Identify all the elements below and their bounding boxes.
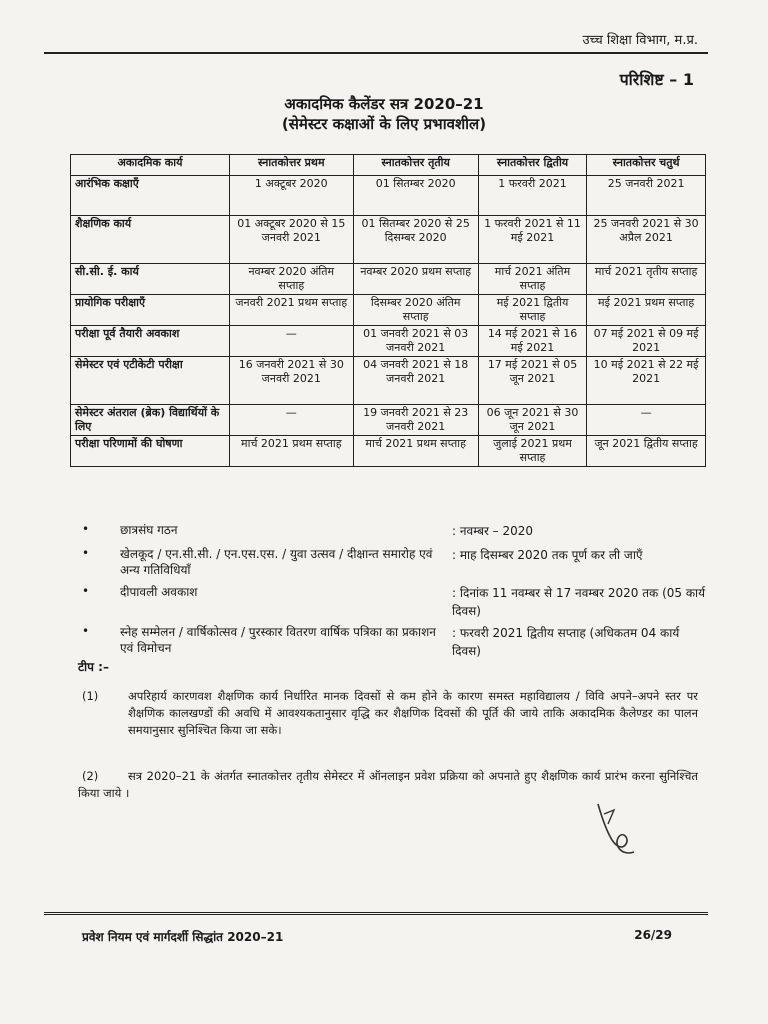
table-cell: 25 जनवरी 2021 से 30 अप्रैल 2021 bbox=[587, 216, 706, 264]
signature-icon bbox=[592, 800, 640, 860]
table-cell: 25 जनवरी 2021 bbox=[587, 176, 706, 216]
table-cell: 1 अक्टूबर 2020 bbox=[230, 176, 354, 216]
table-cell: मई 2021 द्वितीय सप्ताह bbox=[478, 295, 586, 326]
note-text: अपरिहार्य कारणवश शैक्षणिक कार्य निर्धारित मानक दिवसों से कम होने के कारण समस्त महाविद्यालय / विवि अपने–अपने स्तर पर शैक्षणिक कालखण्डों की अवधि में आवश्यकतानुसार वृद्धि कर शैक्षणिक दिवसों की पूर्ति की जाये ताकि अकादमिक कैलेण्डर का पालन समयानुसार सुनिश्चित किया जा सके। bbox=[128, 689, 698, 737]
table-cell: 01 जनवरी 2021 से 03 जनवरी 2021 bbox=[353, 326, 478, 357]
table-cell: नवम्बर 2020 प्रथम सप्ताह bbox=[353, 264, 478, 295]
list-item-label: खेलकूद / एन.सी.सी. / एन.एस.एस. / युवा उत्सव / दीक्षान्त समारोह एवं अन्य गतिविधियाँ bbox=[120, 547, 433, 577]
table-cell: 07 मई 2021 से 09 मई 2021 bbox=[587, 326, 706, 357]
table-cell: जुलाई 2021 प्रथम सप्ताह bbox=[478, 436, 586, 467]
note-text: सत्र 2020–21 के अंतर्गत स्नातकोत्तर तृतीय सेमेस्टर में ऑनलाइन प्रवेश प्रक्रिया को अपनाते हुए शैक्षणिक कार्य प्रारंभ करना सुनिश्चित किया जाये । bbox=[78, 769, 698, 800]
title-line-1: अकादमिक कैलेंडर सत्र 2020–21 bbox=[284, 95, 484, 113]
table-row bbox=[71, 176, 706, 216]
table-header-cell: अकादमिक कार्य bbox=[71, 155, 230, 176]
table-cell: 10 मई 2021 से 22 मई 2021 bbox=[587, 357, 706, 405]
table-cell: नवम्बर 2020 अंतिम सप्ताह bbox=[230, 264, 354, 295]
table-row bbox=[71, 405, 706, 436]
table-cell: 06 जून 2021 से 30 जून 2021 bbox=[478, 405, 586, 436]
table-cell: 19 जनवरी 2021 से 23 जनवरी 2021 bbox=[353, 405, 478, 436]
activity-cell: परीक्षा पूर्व तैयारी अवकाश bbox=[71, 326, 230, 357]
document-title bbox=[0, 94, 768, 134]
activity-cell: सी.सी. ई. कार्य bbox=[71, 264, 230, 295]
list-item-value: : नवम्बर – 2020 bbox=[452, 524, 534, 538]
table-cell: 1 फरवरी 2021 से 11 मई 2021 bbox=[478, 216, 586, 264]
table-row bbox=[71, 264, 706, 295]
activity-cell: सेमेस्टर अंतराल (ब्रेक) विद्यार्थियों के लिए bbox=[71, 405, 230, 436]
list-item-value: : फरवरी 2021 द्वितीय सप्ताह (अधिकतम 04 कार्य दिवस) bbox=[452, 626, 680, 658]
table-cell: 01 सितम्बर 2020 bbox=[353, 176, 478, 216]
table-cell: 14 मई 2021 से 16 मई 2021 bbox=[478, 326, 586, 357]
table-cell: 16 जनवरी 2021 से 30 जनवरी 2021 bbox=[230, 357, 354, 405]
activity-cell: शैक्षणिक कार्य bbox=[71, 216, 230, 264]
academic-calendar-table bbox=[70, 154, 706, 467]
table-cell: दिसम्बर 2020 अंतिम सप्ताह bbox=[353, 295, 478, 326]
table-cell: — bbox=[230, 326, 354, 357]
table-cell: 01 अक्टूबर 2020 से 15 जनवरी 2021 bbox=[230, 216, 354, 264]
top-rule bbox=[44, 52, 708, 54]
annexure-label: परिशिष्ट – 1 bbox=[619, 70, 694, 89]
department-header: उच्च शिक्षा विभाग, म.प्र. bbox=[582, 33, 698, 48]
title-line-2: (सेमेस्टर कक्षाओं के लिए प्रभावशील) bbox=[281, 115, 487, 133]
table-cell: 17 मई 2021 से 05 जून 2021 bbox=[478, 357, 586, 405]
bullet-icon: • bbox=[82, 624, 90, 638]
table-cell: — bbox=[587, 405, 706, 436]
table-cell: 04 जनवरी 2021 से 18 जनवरी 2021 bbox=[353, 357, 478, 405]
table-cell: मार्च 2021 प्रथम सप्ताह bbox=[353, 436, 478, 467]
table-cell: 01 सितम्बर 2020 से 25 दिसम्बर 2020 bbox=[353, 216, 478, 264]
bullet-icon: • bbox=[82, 546, 90, 560]
page-number: 26/29 bbox=[634, 928, 672, 942]
table-header-cell: स्नातकोत्तर प्रथम bbox=[230, 155, 354, 176]
activity-cell: आरंभिक कक्षाएँ bbox=[71, 176, 230, 216]
activity-cell: परीक्षा परिणामों की घोषणा bbox=[71, 436, 230, 467]
list-item-value: : दिनांक 11 नवम्बर से 17 नवम्बर 2020 तक (05 कार्य दिवस) bbox=[452, 586, 706, 618]
activity-cell: सेमेस्टर एवं एटीकेटी परीक्षा bbox=[71, 357, 230, 405]
list-item-value: : माह दिसम्बर 2020 तक पूर्ण कर ली जाएँ bbox=[452, 548, 643, 562]
notes-title: टीप :– bbox=[78, 660, 109, 674]
table-header-cell: स्नातकोत्तर तृतीय bbox=[353, 155, 478, 176]
table-cell: — bbox=[230, 405, 354, 436]
table-row bbox=[71, 295, 706, 326]
list-item-label: दीपावली अवकाश bbox=[120, 585, 198, 599]
table-cell: जून 2021 द्वितीय सप्ताह bbox=[587, 436, 706, 467]
footer-title: प्रवेश नियम एवं मार्गदर्शी सिद्धांत 2020–21 bbox=[82, 930, 284, 944]
list-item-label: छात्रसंघ गठन bbox=[120, 523, 178, 537]
note-number: (1) bbox=[82, 689, 99, 703]
table-cell: मार्च 2021 तृतीय सप्ताह bbox=[587, 264, 706, 295]
activity-cell: प्रायोगिक परीक्षाएँ bbox=[71, 295, 230, 326]
bullet-icon: • bbox=[82, 584, 90, 598]
table-row bbox=[71, 436, 706, 467]
note-number: (2) bbox=[82, 769, 99, 783]
bottom-rule bbox=[44, 912, 708, 915]
table-cell: जनवरी 2021 प्रथम सप्ताह bbox=[230, 295, 354, 326]
table-row bbox=[71, 357, 706, 405]
bullet-icon: • bbox=[82, 522, 90, 536]
table-cell: 1 फरवरी 2021 bbox=[478, 176, 586, 216]
table-header-cell: स्नातकोत्तर चतुर्थ bbox=[587, 155, 706, 176]
table-header-row bbox=[71, 155, 706, 176]
table-header-cell: स्नातकोत्तर द्वितीय bbox=[478, 155, 586, 176]
list-item-label: स्नेह सम्मेलन / वार्षिकोत्सव / पुरस्कार वितरण वार्षिक पत्रिका का प्रकाशन एवं विमोचन bbox=[120, 625, 436, 655]
table-row bbox=[71, 326, 706, 357]
table-cell: मार्च 2021 अंतिम सप्ताह bbox=[478, 264, 586, 295]
table-cell: मई 2021 प्रथम सप्ताह bbox=[587, 295, 706, 326]
table-cell: मार्च 2021 प्रथम सप्ताह bbox=[230, 436, 354, 467]
table-row bbox=[71, 216, 706, 264]
